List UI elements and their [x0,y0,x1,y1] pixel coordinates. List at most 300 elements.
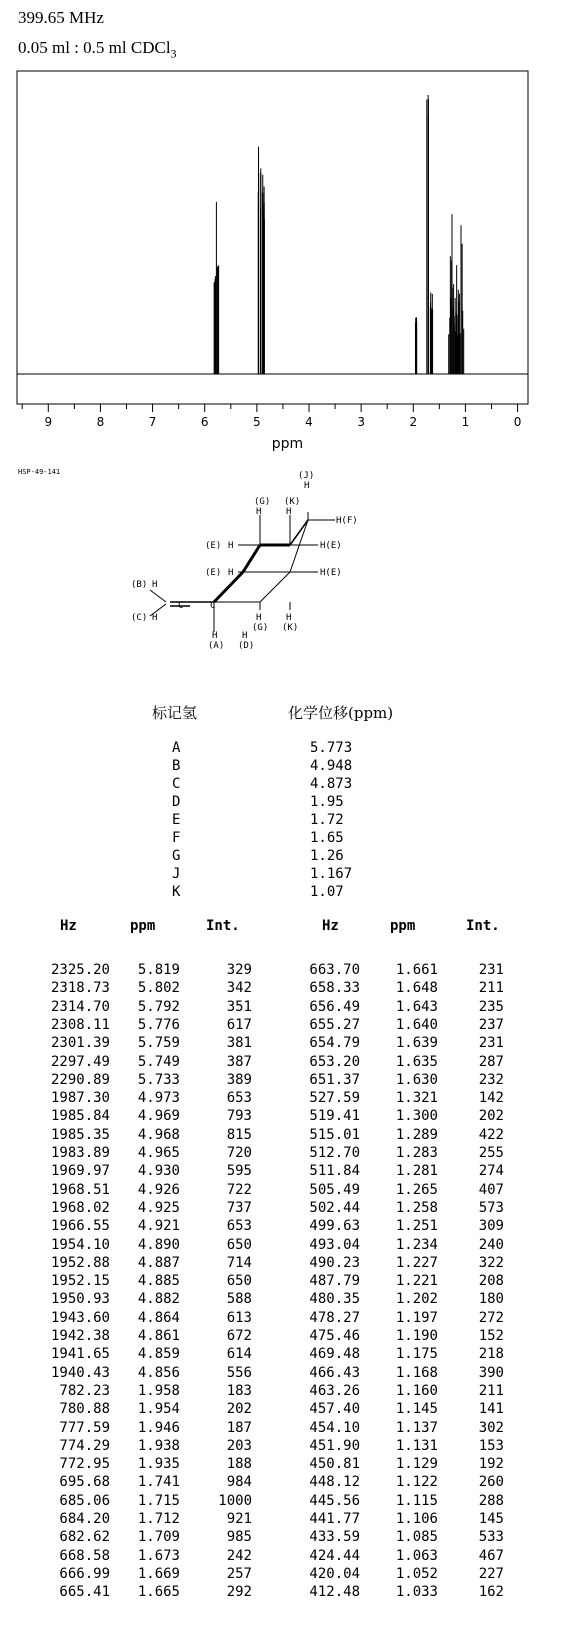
peak-ppm: 4.965 [137,1145,180,1161]
peak-hz: 1985.35 [50,1126,110,1143]
peak-int: 390 [478,1364,504,1381]
peak-hz: 1940.43 [50,1364,110,1381]
peak-int: 274 [478,1163,504,1180]
shift-row-label: J [172,866,181,882]
peak-hz: 1968.51 [50,1181,110,1198]
peak-ppm: 1.630 [395,1071,438,1088]
peak-ppm: 4.864 [137,1309,180,1326]
peak-ppm: 4.926 [137,1181,180,1198]
peak-hz: 2301.39 [50,1035,110,1052]
peak-ppm: 5.759 [137,1035,180,1052]
peak-hz: 1942.38 [50,1328,110,1344]
peak-hz: 658.33 [309,980,360,997]
table-row [0,980,570,998]
shift-row [0,884,570,903]
peak-hz: 651.37 [309,1071,360,1088]
table-row [0,1108,570,1126]
peak-int: 231 [478,1035,504,1052]
peak-int: 231 [478,962,504,978]
peak-ppm: 1.234 [395,1236,438,1253]
peak-int: 793 [226,1108,252,1125]
table-row [0,1511,570,1529]
table-row [0,1365,570,1383]
peak-ppm: 1.661 [395,962,438,978]
h-f: H(F) [336,516,358,526]
peak-ppm: 4.887 [137,1254,180,1271]
table-row [0,999,570,1017]
h-c: H [152,613,158,623]
peak-ppm: 1.197 [395,1309,438,1326]
peak-hz: 450.81 [309,1456,360,1473]
peak-ppm: 1.958 [137,1382,180,1399]
peak-int: 211 [478,980,504,997]
peak-int: 302 [478,1419,504,1436]
peak-int: 255 [478,1145,504,1161]
peak-int: 387 [226,1053,252,1070]
shift-row-value: 4.948 [310,758,353,774]
peak-int: 192 [478,1456,504,1473]
peak-hz: 463.26 [309,1382,360,1399]
peak-hz: 2290.89 [50,1071,110,1088]
table-row [0,1529,570,1547]
hdr-hz-1: Hz [60,918,77,934]
peak-ppm: 1.946 [137,1419,180,1436]
x-tick-label: 3 [357,415,365,429]
peak-int: 672 [226,1328,252,1344]
peak-ppm: 1.145 [395,1401,438,1418]
peak-int: 407 [478,1181,504,1198]
peak-int: 211 [478,1382,504,1399]
peak-ppm: 1.673 [137,1547,180,1564]
h-e-3: H [228,568,234,578]
table-row [0,1145,570,1163]
peak-ppm: 1.221 [395,1273,438,1290]
peak-hz: 469.48 [309,1346,360,1363]
peak-int: 737 [226,1199,252,1216]
peak-hz: 454.10 [309,1419,360,1436]
table-row [0,1273,570,1291]
peak-hz: 420.04 [309,1565,360,1582]
peak-ppm: 1.640 [395,1016,438,1033]
table-row [0,1291,570,1309]
shift-row [0,758,570,777]
peak-hz: 448.12 [309,1474,360,1491]
peak-hz: 515.01 [309,1126,360,1143]
peak-ppm: 1.935 [137,1456,180,1473]
peak-int: 227 [478,1565,504,1582]
peak-hz: 774.29 [59,1437,110,1454]
peak-hz: 780.88 [59,1401,110,1418]
peak-ppm: 1.175 [395,1346,438,1363]
peak-int: 292 [226,1584,252,1601]
peak-int: 381 [226,1035,252,1052]
peak-int: 145 [478,1511,504,1527]
peak-int: 237 [478,1016,504,1033]
peak-ppm: 1.669 [137,1565,180,1582]
label-e-3: (E) [205,568,222,578]
peak-ppm: 1.265 [395,1181,438,1198]
shift-row-label: K [172,884,181,900]
peak-int: 613 [226,1309,252,1326]
peak-ppm: 4.861 [137,1328,180,1344]
label-c: (C) [131,613,148,623]
table-row [0,1072,570,1090]
carbon-1: C [178,601,184,611]
peak-ppm: 1.281 [395,1163,438,1180]
peak-hz: 1985.84 [50,1108,110,1125]
x-tick-label: 5 [253,415,261,429]
peak-int: 153 [478,1437,504,1454]
molecule-structure [130,471,390,660]
peak-ppm: 4.921 [137,1218,180,1235]
peak-ppm: 1.202 [395,1291,438,1308]
peak-ppm: 1.643 [395,998,438,1015]
h-e-4: H(E) [320,568,342,578]
peak-int: 187 [226,1419,252,1436]
table-row [0,1328,570,1346]
h-a: H [212,631,218,641]
shift-row-label: A [172,740,181,756]
hdr-hz-2: Hz [322,918,339,934]
peak-ppm: 1.033 [395,1584,438,1601]
peak-hz: 519.41 [309,1108,360,1125]
peak-hz: 666.99 [59,1565,110,1582]
peak-int: 257 [226,1565,252,1582]
table-row [0,1090,570,1108]
shift-row-value: 1.26 [310,848,344,864]
peak-int: 650 [226,1236,252,1253]
shift-row [0,740,570,759]
shift-row-label: C [172,776,181,792]
peak-ppm: 4.856 [137,1364,180,1381]
table-row [0,1182,570,1200]
peak-ppm: 4.890 [137,1236,180,1253]
table-row [0,1346,570,1364]
peak-ppm: 4.930 [137,1163,180,1180]
peak-ppm: 1.954 [137,1401,180,1418]
table-row [0,1127,570,1145]
shift-col-shift: 化学位移(ppm) [288,704,394,722]
peak-ppm: 5.776 [137,1016,180,1033]
peak-int: 180 [478,1291,504,1308]
peak-ppm: 4.968 [137,1126,180,1143]
peak-hz: 490.23 [309,1254,360,1271]
peak-hz: 2325.20 [50,962,110,978]
peak-int: 141 [478,1401,504,1418]
x-tick-label: 9 [44,415,53,429]
peak-hz: 475.46 [309,1328,360,1344]
x-tick-label: 8 [96,415,105,429]
shift-row-label: D [172,794,181,810]
table-row [0,1218,570,1236]
peak-hz: 1950.93 [50,1291,110,1308]
peak-hz: 682.62 [59,1529,110,1546]
peak-ppm: 4.925 [137,1199,180,1216]
h-e-2: H(E) [320,541,342,551]
nmr-spectrum-chart [0,0,570,470]
peak-hz: 656.49 [309,998,360,1015]
peak-ppm: 1.648 [395,980,438,997]
table-row [0,1420,570,1438]
hdr-ppm-1: ppm [130,918,156,934]
peak-hz: 1966.55 [50,1218,110,1235]
peak-int: 208 [478,1273,504,1290]
spectrum-code: HSP-49-141 [18,468,61,476]
shift-row-value: 1.07 [310,884,344,900]
peak-hz: 2297.49 [50,1053,110,1070]
h-e-1: H [228,541,234,551]
table-row [0,1200,570,1218]
peak-ppm: 1.258 [395,1199,438,1216]
shift-row [0,848,570,867]
x-tick-label: 1 [461,415,470,429]
peak-hz: 2314.70 [50,998,110,1015]
table-row [0,1438,570,1456]
label-j: (J) [298,471,315,481]
table-row [0,1474,570,1492]
peak-hz: 1983.89 [50,1145,110,1161]
peak-hz: 654.79 [309,1035,360,1052]
peak-hz: 665.41 [59,1584,110,1601]
peak-hz: 1968.02 [50,1199,110,1216]
peak-ppm: 1.063 [395,1547,438,1564]
table-row [0,1456,570,1474]
table-row [0,962,570,980]
peak-ppm: 1.129 [395,1456,438,1473]
shift-row [0,812,570,831]
shift-row [0,866,570,885]
peak-hz: 655.27 [309,1016,360,1033]
peak-int: 242 [226,1547,252,1564]
peak-int: 309 [478,1218,504,1235]
peak-int: 272 [478,1309,504,1326]
peak-ppm: 5.802 [137,980,180,997]
x-tick-label: 0 [513,415,522,429]
table-row [0,1163,570,1181]
table-row [0,1310,570,1328]
peak-ppm: 1.665 [137,1584,180,1601]
peak-int: 614 [226,1346,252,1363]
peak-int: 1000 [218,1492,252,1509]
peak-ppm: 5.819 [137,962,180,978]
peak-hz: 663.70 [309,962,360,978]
peak-ppm: 4.885 [137,1273,180,1290]
peak-int: 162 [478,1584,504,1601]
peak-int: 322 [478,1254,504,1271]
peak-ppm: 1.709 [137,1529,180,1546]
peak-hz: 782.23 [59,1382,110,1399]
peak-int: 467 [478,1547,504,1564]
h-g-top: H [256,507,262,517]
peak-hz: 685.06 [59,1492,110,1509]
peak-ppm: 1.251 [395,1218,438,1235]
peak-ppm: 1.715 [137,1492,180,1509]
peak-int: 188 [226,1456,252,1473]
peak-ppm: 5.792 [137,998,180,1015]
peak-hz: 527.59 [309,1090,360,1107]
peak-ppm: 4.859 [137,1346,180,1363]
peak-int: 984 [226,1474,252,1491]
peak-ppm: 1.122 [395,1474,438,1491]
peak-ppm: 1.283 [395,1145,438,1161]
peak-int: 287 [478,1053,504,1070]
peak-hz: 445.56 [309,1492,360,1509]
shift-row-value: 1.167 [310,866,353,882]
peak-hz: 505.49 [309,1181,360,1198]
table-row [0,1035,570,1053]
peak-hz: 441.77 [309,1511,360,1527]
table-row [0,1017,570,1035]
peak-int: 653 [226,1090,252,1107]
shift-row-label: E [172,812,181,828]
shift-row-label: B [172,758,181,774]
table-row [0,1054,570,1072]
peak-hz: 512.70 [309,1145,360,1161]
solvent-subscript: 3 [170,46,177,61]
peak-hz: 451.90 [309,1437,360,1454]
peak-hz: 493.04 [309,1236,360,1253]
peak-ppm: 1.085 [395,1529,438,1546]
peak-int: 232 [478,1071,504,1088]
label-k-top: (K) [284,497,301,507]
peak-ppm: 1.300 [395,1108,438,1125]
peak-hz: 1954.10 [50,1236,110,1253]
table-row [0,1566,570,1584]
peak-ppm: 1.052 [395,1565,438,1582]
table-row [0,1383,570,1401]
x-tick-label: 4 [305,415,313,429]
peak-int: 588 [226,1291,252,1308]
peak-hz: 772.95 [59,1456,110,1473]
hdr-ppm-2: ppm [390,918,416,934]
hdr-int-1: Int. [206,918,240,934]
peak-ppm: 1.712 [137,1511,180,1527]
peak-hz: 1943.60 [50,1309,110,1326]
peak-ppm: 1.131 [395,1437,438,1454]
peak-ppm: 1.115 [395,1492,438,1509]
peak-hz: 478.27 [309,1309,360,1326]
peak-int: 152 [478,1328,504,1344]
peak-hz: 457.40 [309,1401,360,1418]
label-b: (B) [131,580,148,590]
peak-hz: 2318.73 [50,980,110,997]
peak-int: 240 [478,1236,504,1253]
label-a: (A) [208,641,225,651]
h-g-bottom: H [256,613,262,623]
peak-int: 202 [478,1108,504,1125]
table-row [0,1548,570,1566]
peak-hz: 684.20 [59,1511,110,1527]
x-axis-label: ppm [271,436,304,452]
peak-ppm: 4.969 [137,1108,180,1125]
peak-ppm: 1.635 [395,1053,438,1070]
label-e-1: (E) [205,541,222,551]
peak-int: 533 [478,1529,504,1546]
peak-hz: 695.68 [59,1474,110,1491]
table-row [0,1584,570,1602]
peak-int: 288 [478,1492,504,1509]
peak-int: 203 [226,1437,252,1454]
peak-int: 595 [226,1163,252,1180]
shift-row-label: F [172,830,181,846]
peak-hz: 1952.15 [50,1273,110,1290]
peak-hz: 433.59 [309,1529,360,1546]
peak-hz: 412.48 [309,1584,360,1601]
peak-hz: 1969.97 [50,1163,110,1180]
peak-int: 389 [226,1071,252,1088]
peak-ppm: 1.227 [395,1254,438,1271]
peak-ppm: 1.321 [395,1090,438,1107]
peak-int: 722 [226,1181,252,1198]
h-k-bottom: H [286,613,292,623]
h-b: H [152,580,158,590]
h-k-top: H [286,507,292,517]
peak-int: 235 [478,998,504,1015]
peak-ppm: 1.168 [395,1364,438,1381]
peak-int: 650 [226,1273,252,1290]
peak-hz: 424.44 [309,1547,360,1564]
peak-hz: 487.79 [309,1273,360,1290]
peak-ppm: 1.190 [395,1328,438,1344]
x-tick-label: 6 [200,415,209,429]
shift-col-label: 标记氢 [152,704,198,722]
shift-row-label: G [172,848,181,864]
peak-hz: 466.43 [309,1364,360,1381]
peak-int: 142 [478,1090,504,1107]
label-d: (D) [238,641,255,651]
carbon-2: C [210,601,216,611]
h-j: H [304,481,310,491]
peak-hz: 480.35 [309,1291,360,1308]
peak-hz: 1952.88 [50,1254,110,1271]
label-g-bottom: (G) [252,623,269,633]
peak-int: 422 [478,1126,504,1143]
peak-ppm: 5.749 [137,1053,180,1070]
table-row [0,1237,570,1255]
peak-ppm: 1.106 [395,1511,438,1527]
peak-ppm: 1.289 [395,1126,438,1143]
shift-row-value: 4.873 [310,776,353,792]
peak-ppm: 4.973 [137,1090,180,1107]
label-k-bottom: (K) [282,623,299,633]
peak-int: 714 [226,1254,252,1271]
peak-int: 260 [478,1474,504,1491]
peak-int: 985 [226,1529,252,1546]
peak-int: 653 [226,1218,252,1235]
peak-hz: 668.58 [59,1547,110,1564]
peak-int: 351 [226,998,252,1015]
label-g-top: (G) [254,497,271,507]
h-d: H [242,631,248,641]
table-row [0,1493,570,1511]
peak-ppm: 1.160 [395,1382,438,1399]
peak-int: 921 [226,1511,252,1527]
peak-ppm: 5.733 [137,1071,180,1088]
peak-hz: 653.20 [309,1053,360,1070]
peak-ppm: 1.639 [395,1035,438,1052]
peak-ppm: 1.741 [137,1474,180,1491]
shift-row [0,794,570,813]
peak-int: 617 [226,1016,252,1033]
peak-int: 183 [226,1382,252,1399]
hdr-int-2: Int. [466,918,500,934]
peak-hz: 2308.11 [50,1016,110,1033]
shift-row-value: 5.773 [310,740,353,756]
peak-hz: 1941.65 [50,1346,110,1363]
peak-ppm: 4.882 [137,1291,180,1308]
peak-int: 218 [478,1346,504,1363]
shift-row [0,830,570,849]
